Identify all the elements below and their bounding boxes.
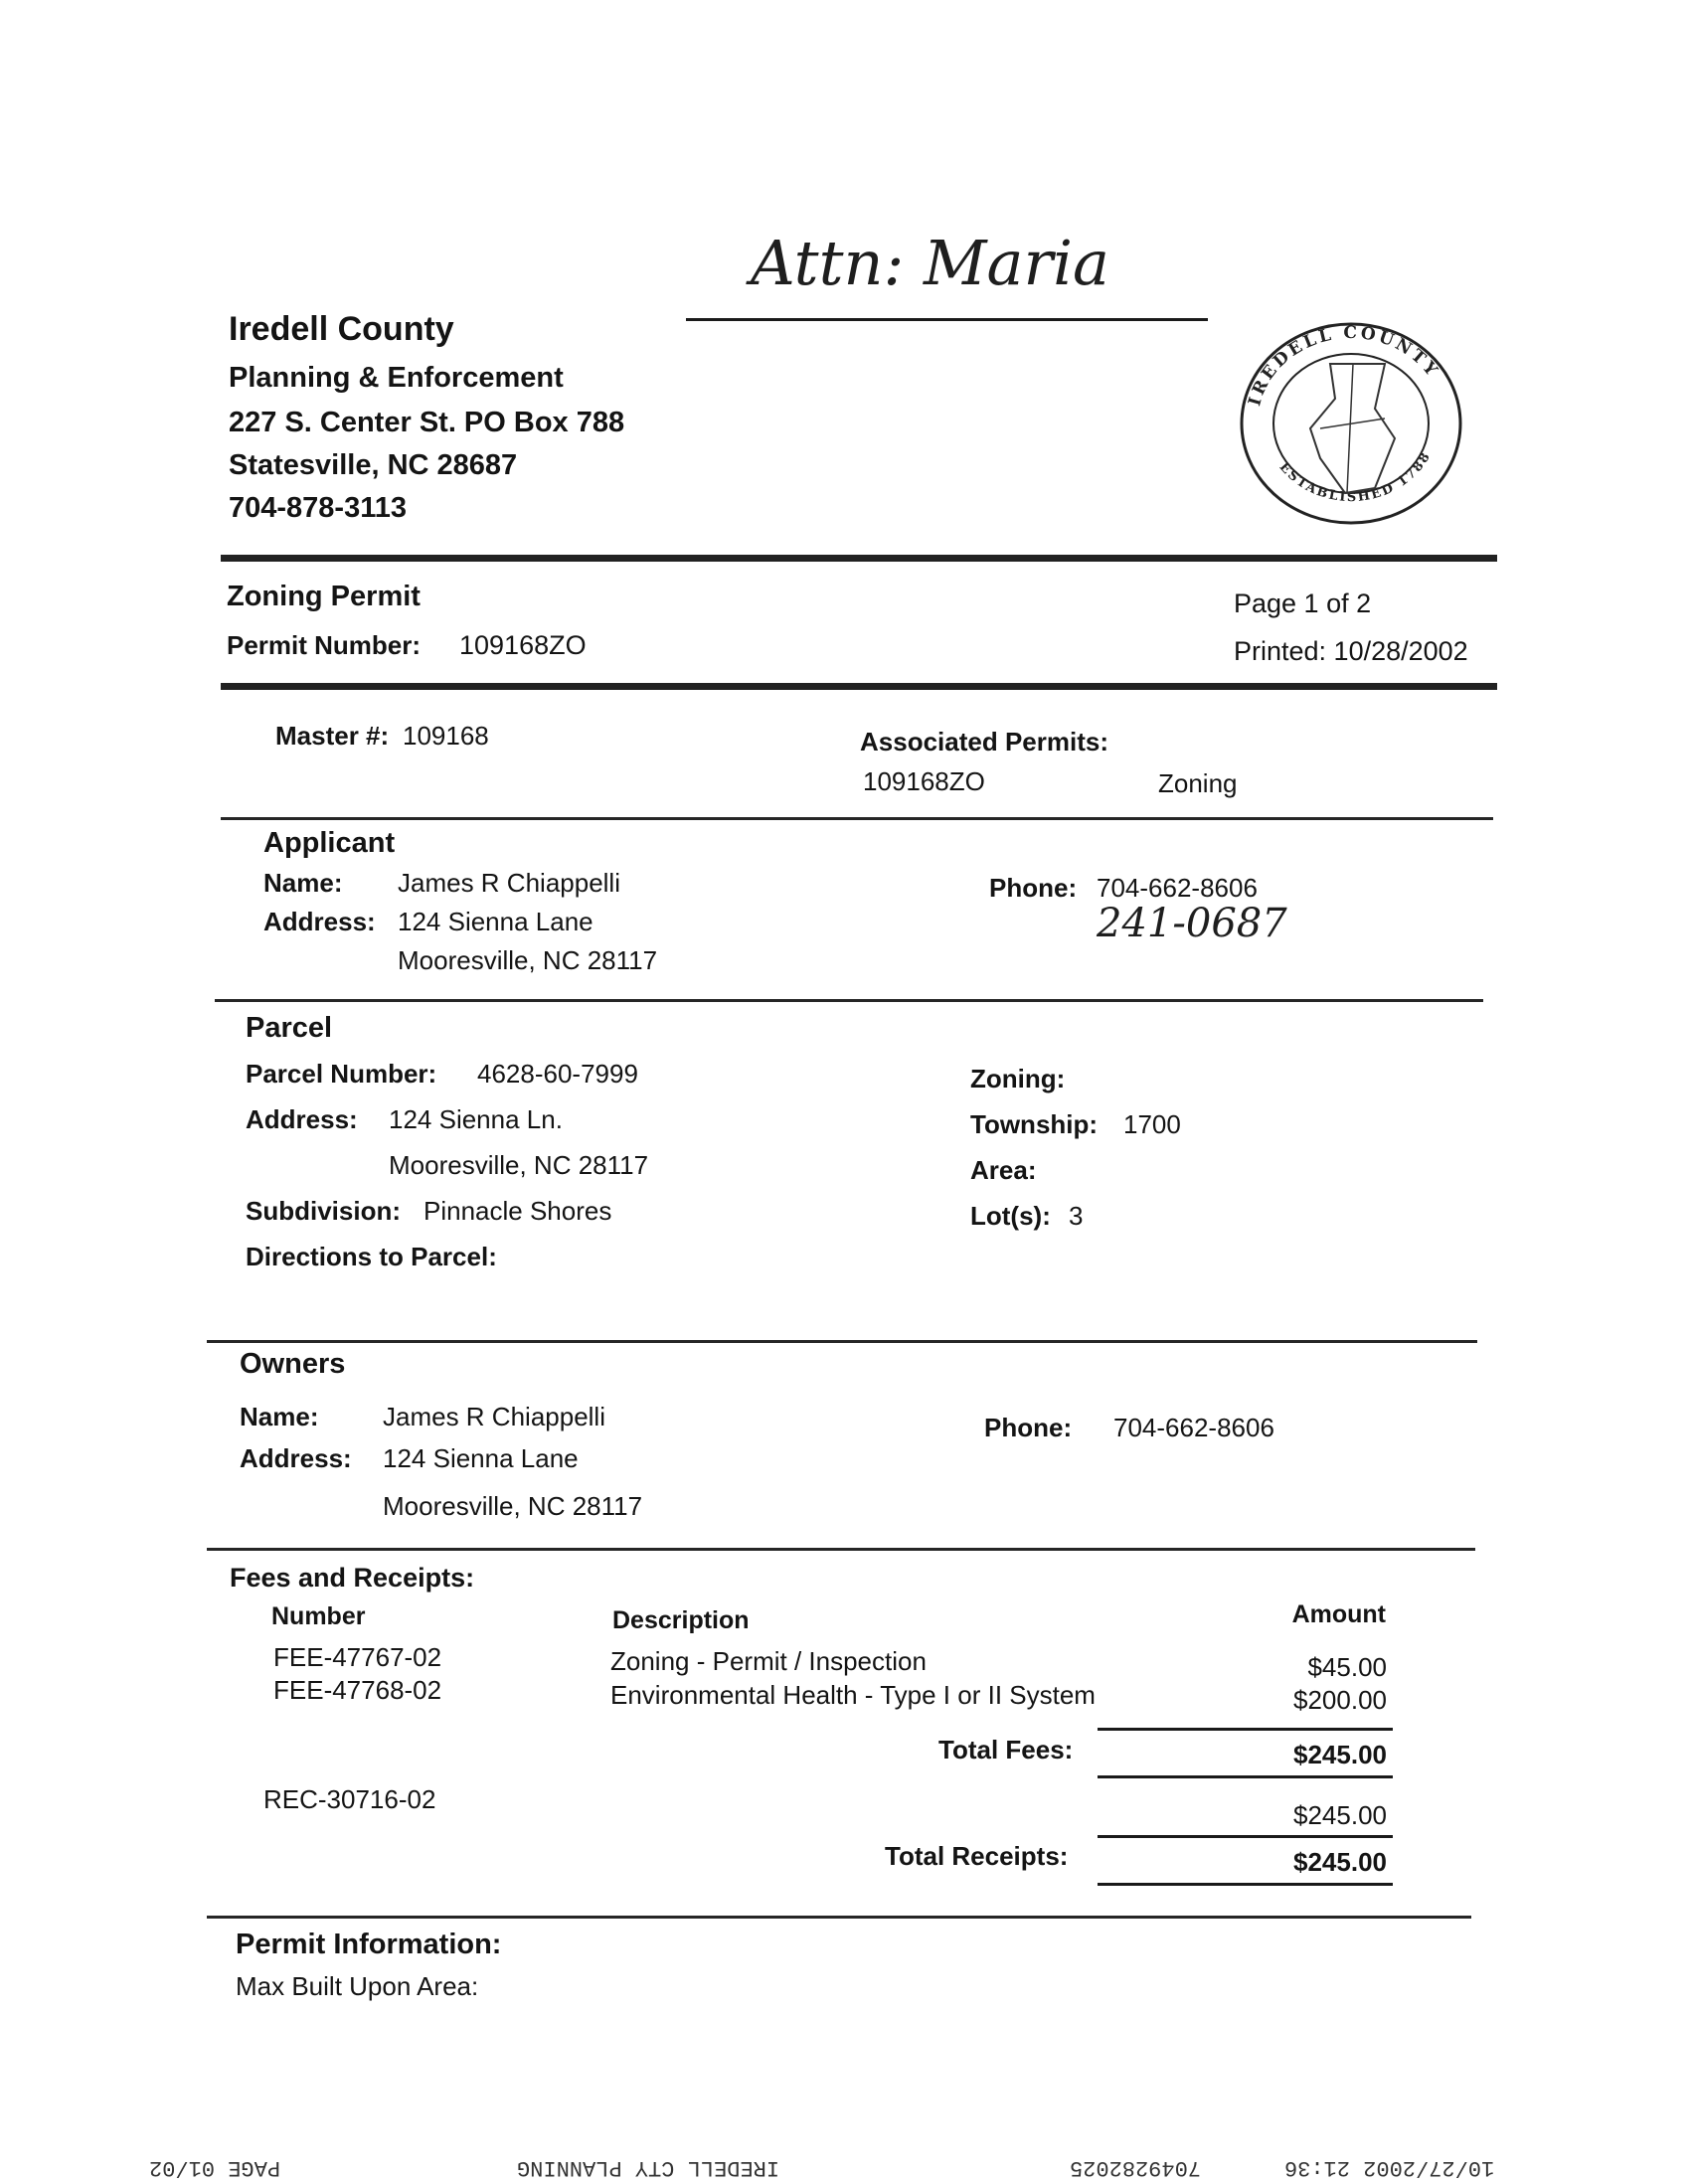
fees-divider [207, 1916, 1471, 1919]
fees-col-description: Description [612, 1606, 750, 1634]
applicant-address-label: Address: [263, 907, 376, 936]
owner-name: James R Chiappelli [383, 1402, 605, 1431]
township-label: Township: [970, 1109, 1099, 1139]
township-value: 1700 [1123, 1109, 1181, 1139]
seal-text-bottom: ESTABLISHED 1788 [1275, 448, 1435, 506]
total-fees-label: Total Fees: [938, 1735, 1074, 1764]
applicant-divider [215, 999, 1483, 1002]
page-indicator: Page 1 of 2 [1234, 588, 1372, 618]
seal-text-top: IREDELL COUNTY [1245, 322, 1443, 409]
lots-value: 3 [1069, 1201, 1084, 1231]
applicant-address-line1: 124 Sienna Lane [398, 907, 593, 936]
agency-department: Planning & Enforcement [229, 362, 564, 394]
applicant-name-label: Name: [263, 868, 343, 898]
parcel-address-line1: 124 Sienna Ln. [389, 1104, 563, 1134]
total-receipts-label: Total Receipts: [885, 1841, 1069, 1871]
owner-address-line2: Mooresville, NC 28117 [383, 1491, 643, 1521]
fees-col-amount: Amount [1291, 1600, 1386, 1628]
fee-number: FEE-47768-02 [273, 1675, 442, 1705]
parcel-divider [207, 1340, 1477, 1343]
applicant-phone-label: Phone: [989, 873, 1078, 903]
total-receipts-value: $245.00 [1293, 1847, 1387, 1877]
parcel-number: 4628-60-7999 [477, 1059, 638, 1089]
total-fees-top-rule [1098, 1728, 1393, 1731]
fax-timestamp: 10/27/2002 21:36 [1284, 2155, 1495, 2180]
associated-permit-kind: Zoning [1158, 768, 1238, 798]
handwritten-attn-note: Attn: Maria [751, 227, 1109, 299]
subdivision-value: Pinnacle Shores [424, 1196, 612, 1226]
max-built-area-label: Max Built Upon Area: [236, 1971, 479, 2001]
fax-number: 7049282025 [1070, 2155, 1202, 2180]
permit-number-label: Permit Number: [227, 630, 422, 660]
parcel-heading: Parcel [246, 1012, 333, 1044]
header-divider [221, 555, 1497, 562]
fee-description: Zoning - Permit / Inspection [610, 1646, 927, 1676]
owner-address-line1: 124 Sienna Lane [383, 1443, 579, 1473]
printed-date: Printed: 10/28/2002 [1234, 636, 1468, 666]
fax-page-indicator: PAGE 01/02 [149, 2155, 281, 2180]
associated-divider [221, 817, 1493, 820]
total-receipts-bottom-rule [1098, 1883, 1393, 1886]
applicant-phone: 704-662-8606 [1097, 873, 1258, 903]
parcel-address-line2: Mooresville, NC 28117 [389, 1150, 649, 1180]
agency-street: 227 S. Center St. PO Box 788 [229, 407, 625, 438]
owner-phone: 704-662-8606 [1113, 1413, 1274, 1442]
area-label: Area: [970, 1155, 1037, 1185]
permit-number: 109168ZO [459, 630, 587, 660]
permit-divider [221, 683, 1497, 690]
agency-phone: 704-878-3113 [229, 492, 407, 524]
master-label: Master #: [275, 721, 390, 751]
handwritten-phone-note: 241-0687 [1097, 901, 1287, 946]
directions-label: Directions to Parcel: [246, 1242, 497, 1271]
applicant-heading: Applicant [263, 827, 396, 859]
fee-amount: $200.00 [1293, 1685, 1387, 1715]
master-number: 109168 [403, 721, 489, 751]
owner-phone-label: Phone: [984, 1413, 1073, 1442]
associated-permit-number: 109168ZO [863, 766, 985, 796]
associated-permits-label: Associated Permits: [860, 727, 1108, 756]
agency-city: Statesville, NC 28687 [229, 449, 518, 481]
permit-type: Zoning Permit [227, 581, 421, 612]
applicant-address-line2: Mooresville, NC 28117 [398, 945, 658, 975]
receipt-number: REC-30716-02 [263, 1784, 436, 1814]
fee-description: Environmental Health - Type I or II System [610, 1680, 1096, 1710]
lots-label: Lot(s): [970, 1201, 1051, 1231]
subdivision-label: Subdivision: [246, 1196, 401, 1226]
fees-heading: Fees and Receipts: [230, 1563, 475, 1593]
parcel-address-label: Address: [246, 1104, 358, 1134]
fax-sender: IREDELL CTY PLANNING [517, 2155, 780, 2180]
permit-info-heading: Permit Information: [236, 1929, 502, 1960]
receipt-amount: $245.00 [1293, 1800, 1387, 1830]
county-seal [1236, 319, 1466, 528]
applicant-name: James R Chiappelli [398, 868, 620, 898]
owners-heading: Owners [240, 1348, 346, 1380]
fees-col-number: Number [271, 1602, 366, 1630]
total-fees-bottom-rule [1098, 1775, 1393, 1778]
svg-text:IREDELL COUNTY [1245, 323, 1442, 409]
owner-name-label: Name: [240, 1402, 319, 1431]
parcel-number-label: Parcel Number: [246, 1059, 437, 1089]
owner-address-label: Address: [240, 1443, 352, 1473]
fee-amount: $45.00 [1307, 1652, 1387, 1682]
total-fees-value: $245.00 [1293, 1740, 1387, 1769]
fee-number: FEE-47767-02 [273, 1642, 442, 1672]
zoning-label: Zoning: [970, 1064, 1066, 1093]
total-receipts-top-rule [1098, 1835, 1393, 1838]
owners-divider [207, 1548, 1475, 1551]
agency-name: Iredell County [229, 310, 454, 348]
svg-text:ESTABLISHED 1788 [1276, 449, 1435, 506]
attn-underline [686, 318, 1208, 321]
